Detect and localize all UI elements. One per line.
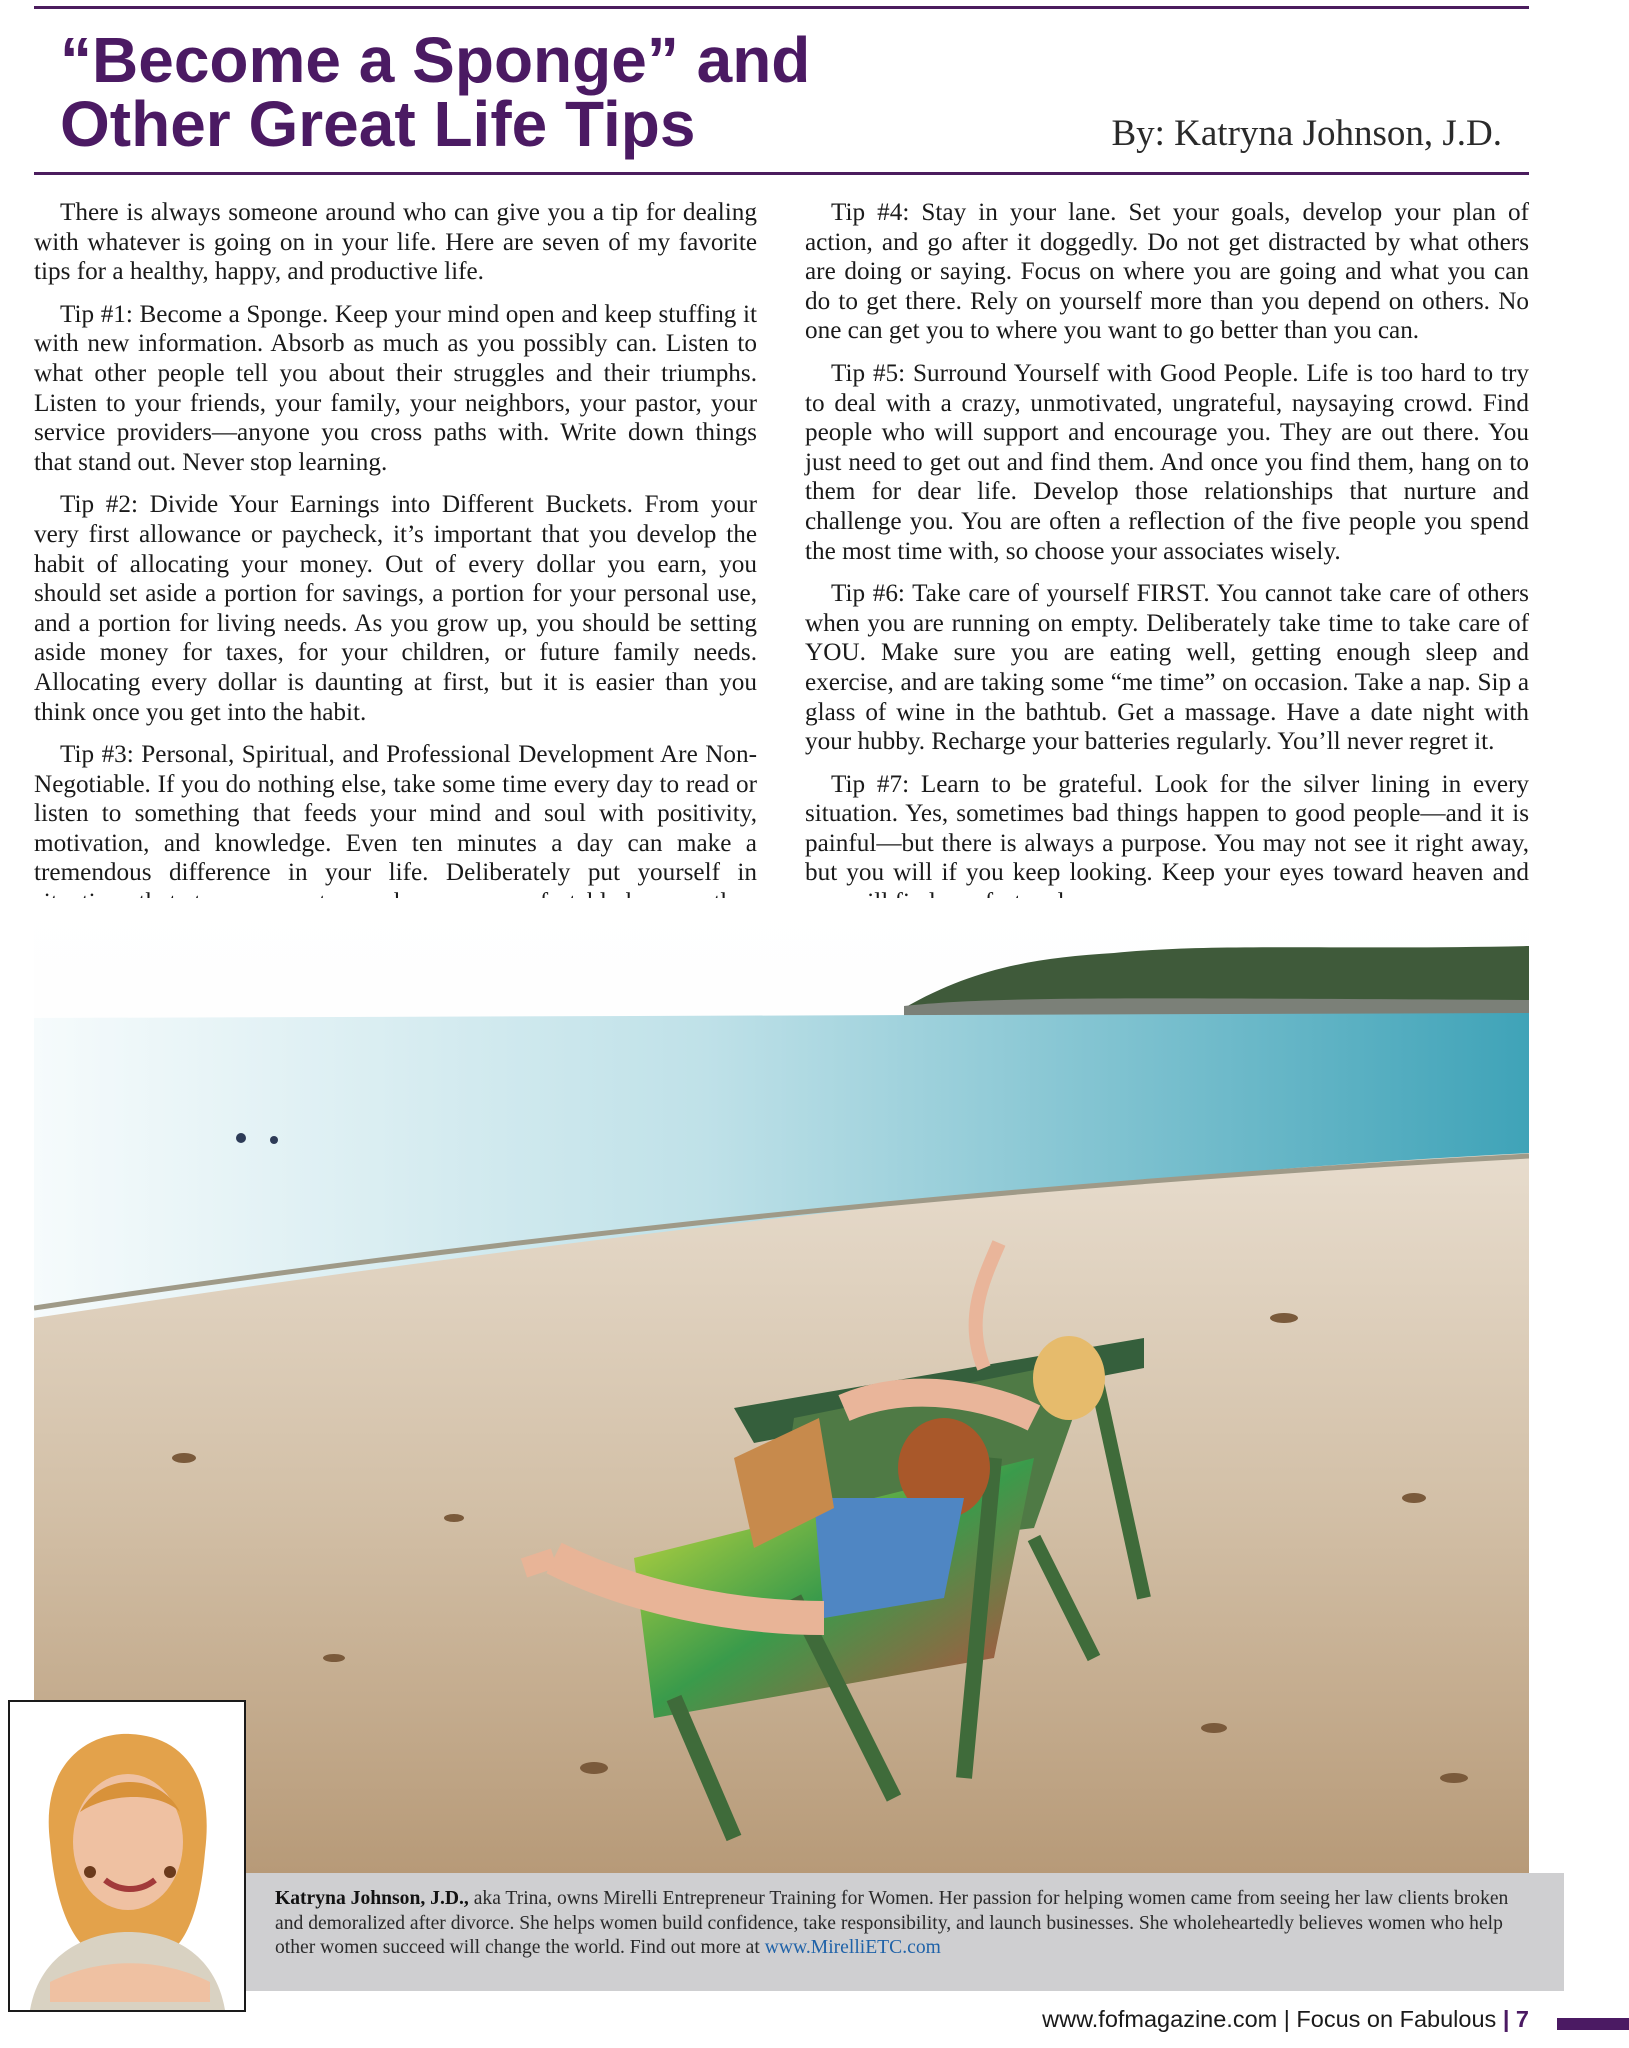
tip-7-paragraph: Tip #7: Learn to be grateful. Look for the silver lining in every situation. Yes, sometimes bad things happen to good people—and it is painful—but there is always a purpose. You may not see it right away, but you will if you keep looking. Keep your eyes toward heaven and [805,770,1529,887]
tip-3-paragraph: Tip #3: Personal, Spiritual, and Professional Development Are Non-Negotiable. If you do nothing else, take some time every day to read or listen to something that feeds your mind and soul with positivity, motivation, and knowledge. Even ten minutes a day can make a tremendous difference in your life. Deliberately put yourself in [34,741,757,887]
bio-text: aka Trina, owns Mirelli Entrepreneur Training for Women. Her passion for helping women came from seeing her law clients broken and demoralized after divorce. She helps women build confidence, take responsibility, and launch businesses. She wholeheartedly believes women who help other women succeed will change the world. Find out more at [275,1888,1509,1958]
bio-website-link[interactable]: www.MirelliETC.com [764,1937,941,1958]
intro-paragraph: There is always someone around who can give you a tip for dealing with whatever is going on in your life. Here are seven of my favorite tips for a healthy, happy, and productive life. [34,199,757,286]
title-rule [34,172,1529,175]
footer-site[interactable]: www.fofmagazine.com [1042,2006,1278,2032]
footer-accent-bar [1557,2018,1629,2030]
article-title [60,24,811,160]
title-line-1: “Become a Sponge” and [60,24,811,96]
swimmer-1 [236,1133,246,1143]
left-column [34,198,757,960]
tip-5-paragraph: Tip #5: Surround Yourself with Good People. Life is too hard to try to deal with a crazy, unmotivated, ungrateful, naysaying crowd. Find people who will support and encourage you. They are out there. You just need to get out and find them. And once you find them, hang on to them for dear life. Develop those relationships that nurture and challenge you. You are often a reflection of the five people you spend the most time with, so choose your associates wisely. [805,359,1529,565]
footer-magazine: Focus on Fabulous [1296,2006,1497,2032]
byline: By: Katryna Johnson, J.D. [1111,113,1502,154]
footer-page-separator: | [1502,2006,1510,2032]
author-portrait-illustration [10,1702,244,2010]
beach-scene-illustration [34,898,1529,1873]
right-column [805,198,1529,931]
tip-6-paragraph: Tip #6: Take care of yourself FIRST. You cannot take care of others when you are running on empty. Deliberately take time to take care of YOU. Make sure you are eating well, getting enough sleep and exercise, and are taking some “me time” on occasion. Take a nap. Sip a glass of wine in the bathtub. Get a massage. Have a date night with your hubby. Recharge your batteries regularly. You’ll never regret it. [805,580,1529,756]
page-number: 7 [1515,2006,1529,2032]
title-line-2: Other Great Life Tips [60,88,696,160]
beach-photo [34,898,1529,1873]
top-rule [34,6,1529,9]
tip-1-paragraph: Tip #1: Become a Sponge. Keep your mind open and keep stuffing it with new information. Absorb as much as you possibly can. Listen to what other people tell you about their struggles and their triumphs. Listen to your friends, your family, your neighbors, your pastor, your service providers—anyone you cross paths with. Write down things that stand out. Never stop learning. [34,300,757,476]
footer-separator: | [1283,2006,1290,2032]
tip-2-paragraph: Tip #2: Divide Your Earnings into Different Buckets. From your very first allowance or paycheck, it’s important that you develop the habit of allocating your money. Out of every dollar you earn, you should set aside a portion for savings, a portion for your personal use, and a portion for living needs. As you grow up, you should be setting aside money for taxes, for your children, or future family needs. Allocating every dollar is daunting at first, but it is easier than you think once you get into the habit. [34,491,757,726]
author-portrait [8,1700,246,2012]
page-footer [1042,2006,1529,2033]
swimmer-2 [270,1136,278,1144]
author-bio [275,1887,1530,1961]
tip-4-paragraph: Tip #4: Stay in your lane. Set your goals, develop your plan of action, and go after it doggedly. Do not get distracted by what others are doing or saying. Focus on where you are going and what you can do to get there. Rely on yourself more than you depend on others. No one can get you to where you want to go better than you can. [805,199,1529,345]
bio-author-name: Katryna Johnson, J.D., [275,1888,469,1909]
